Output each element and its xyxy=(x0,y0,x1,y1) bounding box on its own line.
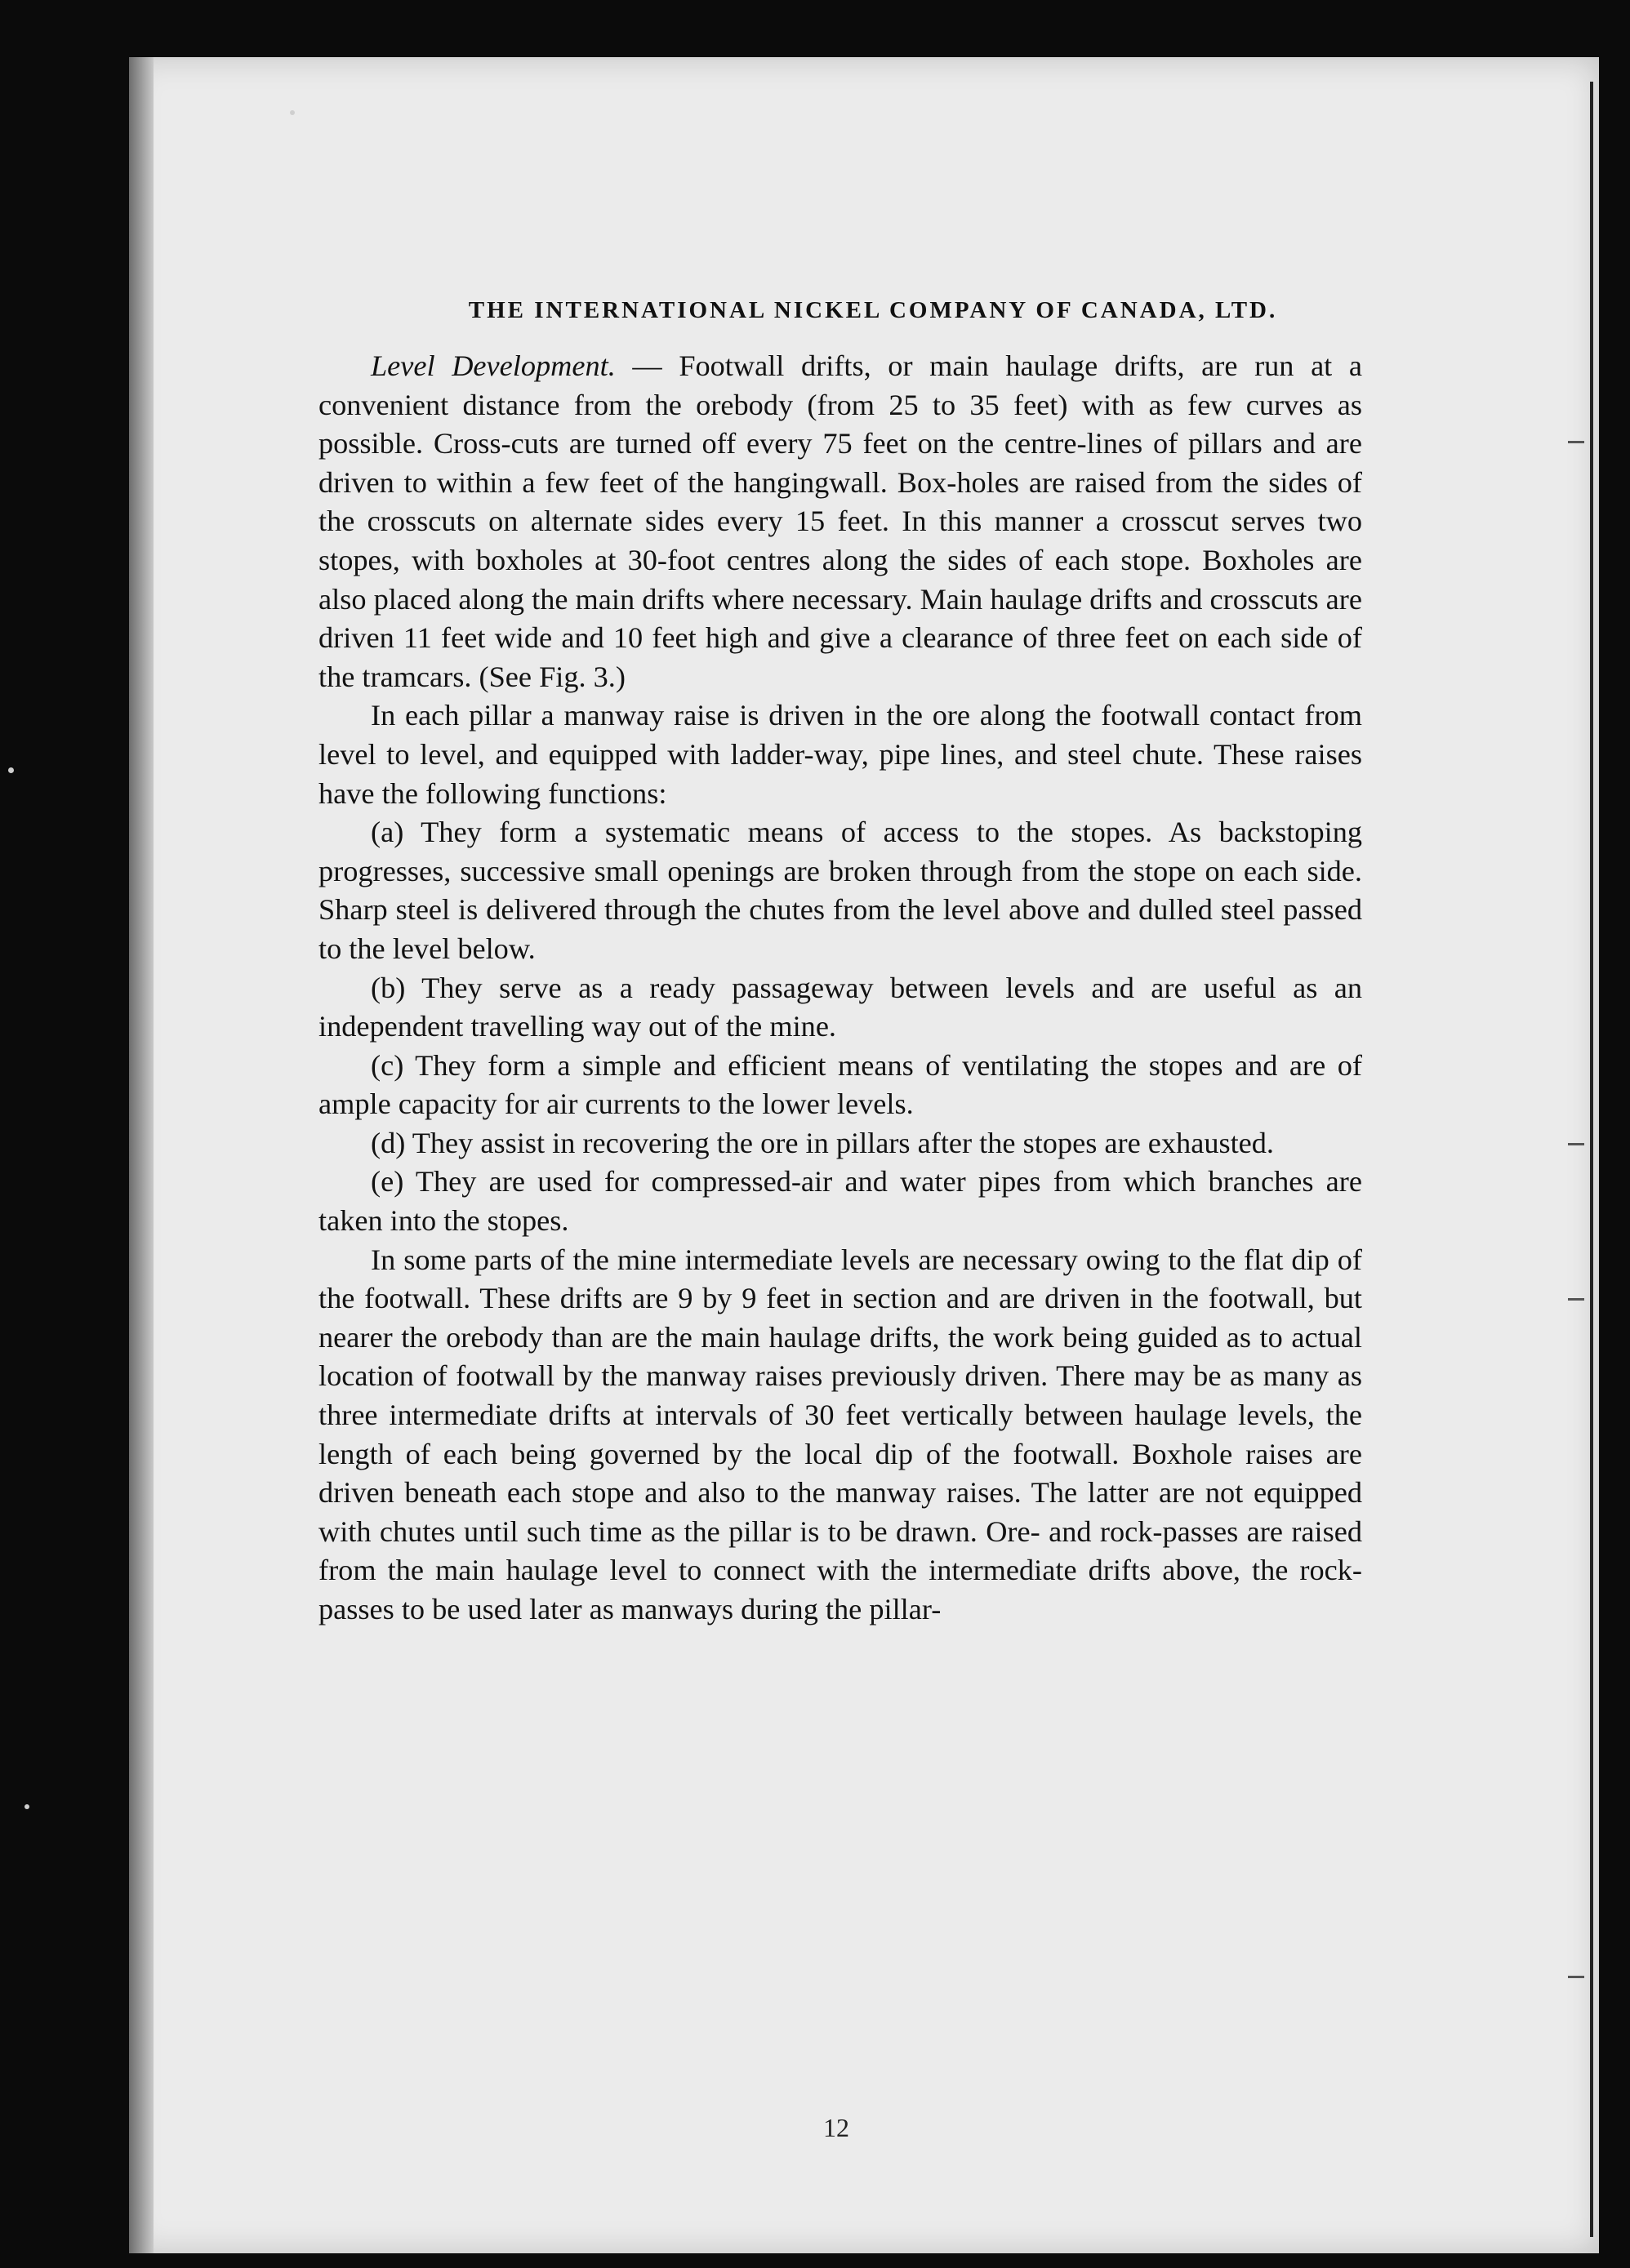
body-text xyxy=(318,347,1362,1630)
paragraph-item-d: (d) They assist in recovering the ore in pillars after the stopes are exhausted. xyxy=(371,1126,1275,1159)
paragraph-item-a: (a) They form a systematic means of access to the stopes. As backstoping progresses, successive small openings are broken through from the stope on each side. Sharp steel is delivered through the chutes from the level above and dulled steel passed to the level below. xyxy=(318,816,1362,965)
paragraph: In each pillar a manway raise is driven in the ore along the footwall contact from level to level, and equipped with ladder-way, pipe lines, and steel chute. These raises have the following functions: xyxy=(318,699,1362,810)
facing-page-edge xyxy=(1590,82,1593,2237)
edge-mark xyxy=(1568,1298,1584,1301)
dust-speck xyxy=(290,110,295,115)
edge-mark xyxy=(1568,441,1584,443)
dust-speck xyxy=(8,767,14,773)
edge-mark xyxy=(1568,1143,1584,1145)
paragraph-lead: Level Development. xyxy=(371,349,616,382)
paragraph: In some parts of the mine intermediate levels are necessary owing to the flat dip of the footwall. These drifts are 9 by 9 feet in section and are driven in the footwall, but nearer the orebody than are the main haulage drifts, the work being guided as to actual location of footwall by the manway raises previously driven. There may be as many as three intermediate drifts at intervals of 30 feet vertically between haulage levels, the length of each being governed by the local dip of the footwall. Boxhole raises are driven beneath each stope and also to the manway raises. The latter are not equipped with chutes until such time as the pillar is to be drawn. Ore- and rock-passes are raised from the main haulage level to connect with the intermediate drifts above, the rock-passes to be used later as manways during the pillar- xyxy=(318,1243,1362,1625)
page-binding-edge xyxy=(129,57,154,2253)
paragraph-item-b: (b) They serve as a ready passageway between levels and are useful as an independent travelling way out of the mine. xyxy=(318,971,1362,1043)
dust-speck xyxy=(24,1804,29,1809)
paragraph-text: — Footwall drifts, or main haulage drifts, are run at a convenient distance from the orebody (from 25 to 35 feet) with as few curves as possible. Cross-cuts are turned off every 75 feet on the centre-lines of pillars and are driven to within a few feet of the hangingwall. Box-holes are raised from the sides of the crosscuts on alternate sides every 15 feet. In this manner a crosscut serves two stopes, with boxholes at 30-foot centres along the sides of each stope. Boxholes are also placed along the main drifts where necessary. Main haulage drifts and crosscuts are driven 11 feet wide and 10 feet high and give a clearance of three feet on each side of the tramcars. (See Fig. 3.) xyxy=(318,349,1362,693)
edge-mark xyxy=(1568,1976,1584,1978)
paragraph-item-e: (e) They are used for compressed-air and water pipes from which branches are taken into the stopes. xyxy=(318,1165,1362,1238)
paragraph-level-development xyxy=(318,347,1362,696)
running-header: THE INTERNATIONAL NICKEL COMPANY OF CANADA, LTD. xyxy=(468,297,1278,323)
paragraph-item-c: (c) They form a simple and efficient means of ventilating the stopes and are of ample capacity for air currents to the lower levels. xyxy=(318,1048,1362,1121)
page-number: 12 xyxy=(823,2113,849,2142)
